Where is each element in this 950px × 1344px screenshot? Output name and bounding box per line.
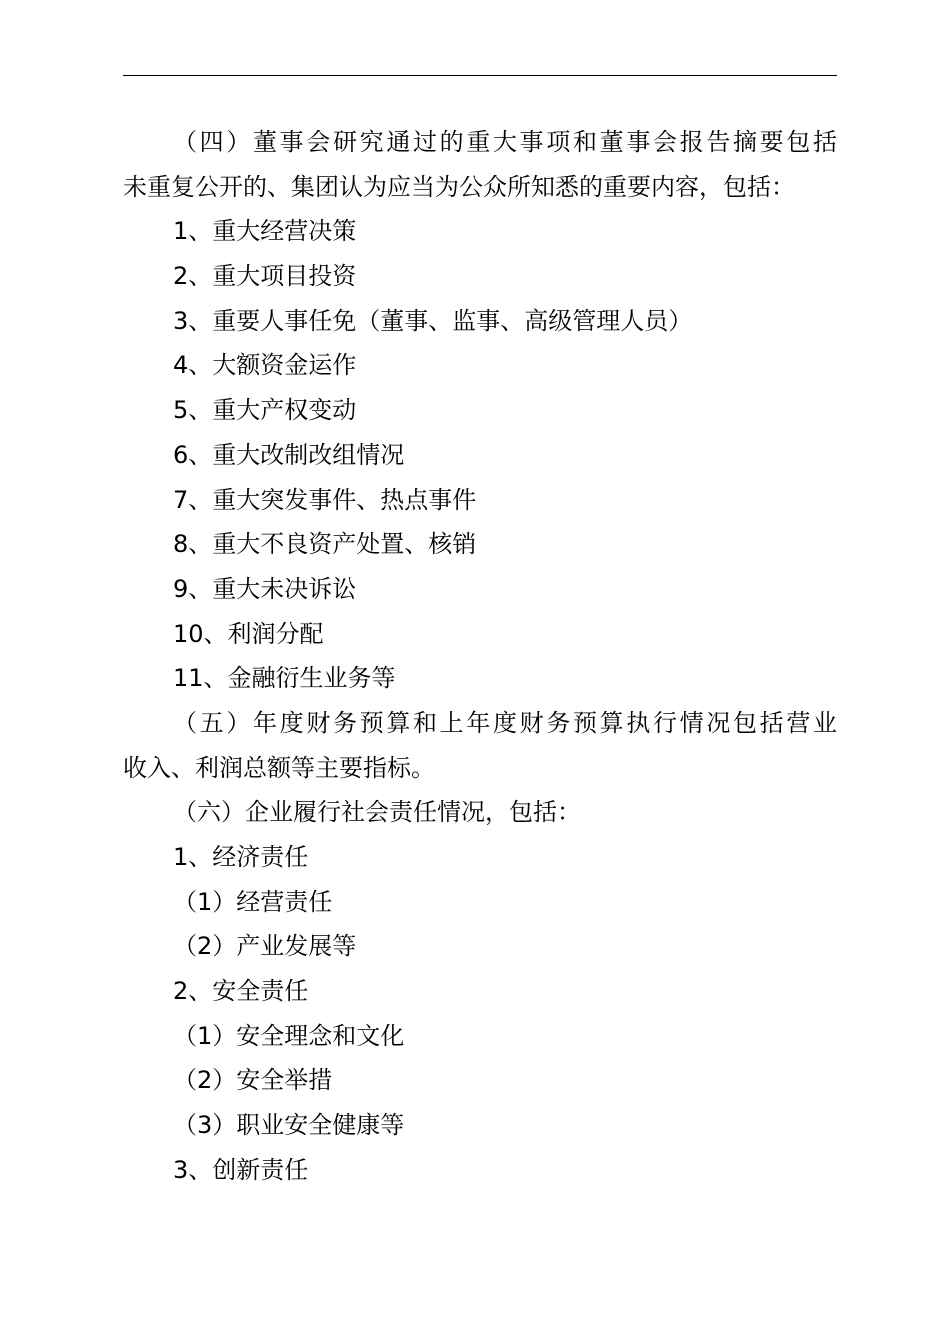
list-item-large-fund-operations: 4、大额资金运作 xyxy=(173,351,357,380)
paragraph-budget-line-2: 收入、利润总额等主要指标。 xyxy=(123,753,435,782)
list-item-bad-assets: 8、重大不良资产处置、核销 xyxy=(173,530,477,559)
list-item-safety-responsibility: 2、安全责任 xyxy=(173,977,309,1006)
list-item-restructuring: 6、重大改制改组情况 xyxy=(173,440,405,469)
sub-item-safety-culture: （1）安全理念和文化 xyxy=(173,1021,405,1050)
list-item-financial-derivatives: 11、金融衍生业务等 xyxy=(173,664,396,693)
list-item-major-business-decisions: 1、重大经营决策 xyxy=(173,217,357,246)
list-item-profit-distribution: 10、利润分配 xyxy=(173,619,324,648)
paragraph-budget-line-1: （五）年度财务预算和上年度财务预算执行情况包括营业 xyxy=(173,708,837,737)
list-item-property-rights-changes: 5、重大产权变动 xyxy=(173,396,357,425)
list-item-major-project-investment: 2、重大项目投资 xyxy=(173,262,357,291)
list-item-economic-responsibility: 1、经济责任 xyxy=(173,843,309,871)
list-item-litigation: 9、重大未决诉讼 xyxy=(173,574,357,603)
header-rule xyxy=(123,75,837,76)
sub-item-industry-development: （2）产业发展等 xyxy=(173,932,357,961)
paragraph-social-responsibility: （六）企业履行社会责任情况，包括： xyxy=(173,798,581,827)
paragraph-board-matters-line-2: 未重复公开的、集团认为应当为公众所知悉的重要内容，包括： xyxy=(123,172,795,201)
paragraph-board-matters-line-1: （四）董事会研究通过的重大事项和董事会报告摘要包括 xyxy=(173,128,837,156)
sub-item-occupational-health: （3）职业安全健康等 xyxy=(173,1111,405,1140)
list-item-innovation-responsibility: 3、创新责任 xyxy=(173,1155,309,1184)
document-body xyxy=(123,120,837,1193)
list-item-emergencies: 7、重大突发事件、热点事件 xyxy=(173,485,477,514)
sub-item-operating-responsibility: （1）经营责任 xyxy=(173,887,333,916)
list-item-personnel-appointments: 3、重要人事任免（董事、监事、高级管理人员） xyxy=(173,306,693,335)
sub-item-safety-measures: （2）安全举措 xyxy=(173,1066,333,1095)
